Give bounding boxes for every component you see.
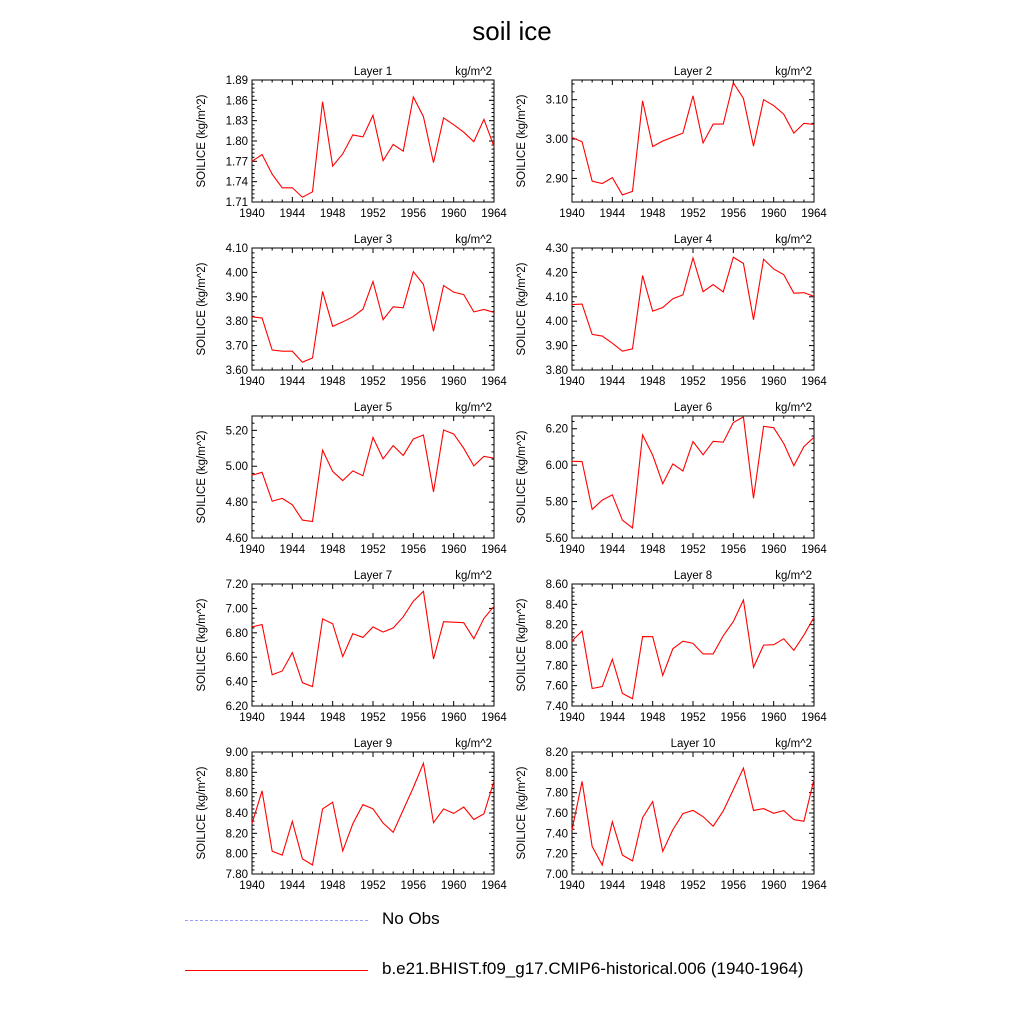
layer-9-plot-frame <box>252 752 494 874</box>
layer-8-xtick-label: 1948 <box>639 712 666 724</box>
layer-7-ytick-label: 6.20 <box>225 701 248 713</box>
layer-7-units-label: kg/m^2 <box>455 570 492 582</box>
layer-5-xtick-label: 1948 <box>319 544 346 556</box>
layer-7-ylabel: SOILICE (kg/m^2) <box>196 598 208 692</box>
layer-5-ylabel: SOILICE (kg/m^2) <box>196 430 208 524</box>
layer-10-xtick-label: 1944 <box>599 880 626 892</box>
legend-line-no-obs <box>185 920 368 921</box>
layer-1-plot-frame <box>252 80 494 202</box>
layer-3-xtick-label: 1956 <box>400 376 427 388</box>
layer-8-ytick-label: 8.20 <box>545 619 568 632</box>
legend-label-no-obs: No Obs <box>382 909 440 928</box>
layer-10-xtick-label: 1952 <box>680 880 706 892</box>
layer-5-series-line <box>252 430 494 522</box>
layer-7-ytick-label: 6.40 <box>225 676 248 689</box>
layer-9-xtick-label: 1948 <box>319 880 346 892</box>
layer-8-xtick-label: 1952 <box>680 712 706 724</box>
layer-4-title: Layer 4 <box>673 234 713 246</box>
layer-1-ytick-label: 1.89 <box>225 75 248 87</box>
layer-1-ytick-label: 1.71 <box>225 197 248 209</box>
layer-1-ytick-label: 1.83 <box>225 115 248 128</box>
layer-10-ytick-label: 8.00 <box>545 767 568 780</box>
layer-1-xtick-label: 1940 <box>239 208 265 220</box>
layer-5-plot-frame <box>252 416 494 538</box>
layer-10-ytick-label: 8.20 <box>545 747 568 759</box>
layer-9-ytick-label: 8.80 <box>225 767 248 780</box>
layer-3-units-label: kg/m^2 <box>455 234 492 246</box>
layer-4-xtick-label: 1944 <box>599 376 626 388</box>
legend-line-model <box>185 970 368 971</box>
layer-10-title: Layer 10 <box>670 738 716 750</box>
layer-9-xtick-label: 1952 <box>360 880 386 892</box>
layer-6-xtick-label: 1940 <box>559 544 585 556</box>
layer-10-plot-frame <box>572 752 814 874</box>
layer-5-xtick-label: 1960 <box>440 544 467 556</box>
layer-9-ytick-label: 8.40 <box>225 808 248 820</box>
layer-8-xtick-label: 1956 <box>720 712 747 724</box>
layer-10-xtick-label: 1956 <box>720 880 747 892</box>
layer-7-ytick-label: 7.20 <box>225 579 248 591</box>
layer-4-xtick-label: 1952 <box>680 376 706 388</box>
layer-3-ylabel: SOILICE (kg/m^2) <box>196 262 208 356</box>
layer-7-xtick-label: 1964 <box>481 712 507 724</box>
layer-8-plot-frame <box>572 584 814 706</box>
layer-10-ytick-label: 7.60 <box>545 808 568 820</box>
layer-3-ytick-label: 3.70 <box>225 340 248 353</box>
layer-2-series-line <box>572 83 814 195</box>
layer-3-xtick-label: 1948 <box>319 376 346 388</box>
layer-7-xtick-label: 1940 <box>239 712 265 724</box>
layer-7-ytick-label: 6.60 <box>225 652 248 665</box>
layer-10-xtick-label: 1964 <box>801 880 827 892</box>
layer-1-series-line <box>252 97 494 197</box>
layer-8-xtick-label: 1960 <box>760 712 787 724</box>
layer-7-xtick-label: 1952 <box>360 712 386 724</box>
layer-4-plot-frame <box>572 248 814 370</box>
layer-9-series-line <box>252 763 494 865</box>
layer-5-xtick-label: 1940 <box>239 544 265 556</box>
layer-4-ylabel: SOILICE (kg/m^2) <box>516 262 528 356</box>
layer-3-xtick-label: 1952 <box>360 376 386 388</box>
layer-10-ytick-label: 7.00 <box>545 869 568 881</box>
layer-1-xtick-label: 1952 <box>360 208 386 220</box>
layer-2-xtick-label: 1940 <box>559 208 585 220</box>
chart-title: soil ice <box>472 16 552 46</box>
layer-8-ylabel: SOILICE (kg/m^2) <box>516 598 528 692</box>
layer-8-series-line <box>572 600 814 699</box>
layer-2-xtick-label: 1956 <box>720 208 747 220</box>
layer-8-xtick-label: 1940 <box>559 712 585 724</box>
layer-4-ytick-label: 3.80 <box>545 365 568 377</box>
layer-5-xtick-label: 1952 <box>360 544 386 556</box>
layer-2-ytick-label: 3.10 <box>545 94 568 107</box>
layer-3-ytick-label: 3.90 <box>225 291 248 304</box>
layer-6-units-label: kg/m^2 <box>775 402 812 414</box>
layer-10-units-label: kg/m^2 <box>775 738 812 750</box>
layer-6-xtick-label: 1960 <box>760 544 787 556</box>
layer-5-title: Layer 5 <box>353 402 393 414</box>
layer-4-xtick-label: 1948 <box>639 376 666 388</box>
layer-1-ylabel: SOILICE (kg/m^2) <box>196 94 208 188</box>
layer-6-series-line <box>572 417 814 528</box>
layer-6-xtick-label: 1956 <box>720 544 747 556</box>
layer-8-ytick-label: 8.00 <box>545 640 568 652</box>
layer-4-ytick-label: 3.90 <box>545 340 568 353</box>
layer-1-ytick-label: 1.80 <box>225 136 248 148</box>
layer-5-ytick-label: 4.60 <box>225 533 248 545</box>
layer-4-ytick-label: 4.30 <box>545 243 568 255</box>
layer-9-ytick-label: 8.20 <box>225 828 248 841</box>
layer-7-xtick-label: 1960 <box>440 712 467 724</box>
layer-8-ytick-label: 8.60 <box>545 579 568 591</box>
layer-4-ytick-label: 4.20 <box>545 267 568 280</box>
layer-1-xtick-label: 1964 <box>481 208 507 220</box>
layer-9-xtick-label: 1944 <box>279 880 306 892</box>
layer-7-xtick-label: 1956 <box>400 712 427 724</box>
layer-9-ytick-label: 7.80 <box>225 869 248 881</box>
layer-6-title: Layer 6 <box>673 402 713 414</box>
layer-9-xtick-label: 1964 <box>481 880 507 892</box>
layer-2-ytick-label: 3.00 <box>545 134 568 147</box>
layer-3-ytick-label: 4.10 <box>225 243 248 255</box>
layer-8-ytick-label: 7.60 <box>545 680 568 693</box>
layer-3-xtick-label: 1960 <box>440 376 467 388</box>
layer-3-series-line <box>252 272 494 363</box>
layer-2-ytick-label: 2.90 <box>545 173 568 186</box>
layer-9-xtick-label: 1940 <box>239 880 265 892</box>
layer-9-ylabel: SOILICE (kg/m^2) <box>196 766 208 860</box>
layer-6-ylabel: SOILICE (kg/m^2) <box>516 430 528 524</box>
layer-10-ytick-label: 7.40 <box>545 828 568 841</box>
layer-6-xtick-label: 1948 <box>639 544 666 556</box>
layer-4-units-label: kg/m^2 <box>775 234 812 246</box>
layer-10-ytick-label: 7.80 <box>545 787 568 800</box>
layer-9-ytick-label: 8.60 <box>225 787 248 800</box>
layer-5-xtick-label: 1944 <box>279 544 306 556</box>
layer-10-series-line <box>572 768 814 865</box>
layer-6-ytick-label: 5.80 <box>545 496 568 509</box>
layer-3-xtick-label: 1944 <box>279 376 306 388</box>
layer-4-xtick-label: 1960 <box>760 376 787 388</box>
layer-3-ytick-label: 4.00 <box>225 267 248 280</box>
layer-1-title: Layer 1 <box>353 66 393 78</box>
layer-8-xtick-label: 1964 <box>801 712 827 724</box>
layer-2-xtick-label: 1952 <box>680 208 706 220</box>
layer-3-xtick-label: 1964 <box>481 376 507 388</box>
layer-4-xtick-label: 1956 <box>720 376 747 388</box>
layer-1-ytick-label: 1.77 <box>225 156 248 169</box>
layer-2-xtick-label: 1964 <box>801 208 827 220</box>
layer-8-title: Layer 8 <box>673 570 713 582</box>
layer-10-xtick-label: 1960 <box>760 880 787 892</box>
layer-7-ytick-label: 6.80 <box>225 627 248 640</box>
layer-6-xtick-label: 1964 <box>801 544 827 556</box>
layer-5-units-label: kg/m^2 <box>455 402 492 414</box>
layer-9-xtick-label: 1960 <box>440 880 467 892</box>
layer-7-plot-frame <box>252 584 494 706</box>
layer-2-xtick-label: 1960 <box>760 208 787 220</box>
layer-7-series-line <box>252 591 494 686</box>
layer-3-ytick-label: 3.60 <box>225 365 248 377</box>
layer-2-xtick-label: 1948 <box>639 208 666 220</box>
layer-5-xtick-label: 1964 <box>481 544 507 556</box>
layer-6-xtick-label: 1944 <box>599 544 626 556</box>
layer-6-ytick-label: 5.60 <box>545 533 568 545</box>
layer-5-ytick-label: 5.20 <box>225 425 248 438</box>
layer-6-ytick-label: 6.20 <box>545 423 568 436</box>
layer-1-ytick-label: 1.86 <box>225 95 248 108</box>
legend-label-model: b.e21.BHIST.f09_g17.CMIP6-historical.006 (1940-1964) <box>382 959 804 978</box>
layer-4-xtick-label: 1940 <box>559 376 585 388</box>
layer-7-xtick-label: 1944 <box>279 712 306 724</box>
layer-1-xtick-label: 1944 <box>279 208 306 220</box>
layer-1-xtick-label: 1948 <box>319 208 346 220</box>
layer-9-units-label: kg/m^2 <box>455 738 492 750</box>
layer-8-units-label: kg/m^2 <box>775 570 812 582</box>
layer-2-ylabel: SOILICE (kg/m^2) <box>516 94 528 188</box>
layer-2-xtick-label: 1944 <box>599 208 626 220</box>
layer-3-title: Layer 3 <box>353 234 393 246</box>
layer-4-ytick-label: 4.00 <box>545 316 568 329</box>
layer-2-units-label: kg/m^2 <box>775 66 812 78</box>
layer-3-xtick-label: 1940 <box>239 376 265 388</box>
layer-7-title: Layer 7 <box>353 570 393 582</box>
layer-8-ytick-label: 8.40 <box>545 599 568 612</box>
layer-8-ytick-label: 7.80 <box>545 660 568 673</box>
layer-8-xtick-label: 1944 <box>599 712 626 724</box>
layer-9-ytick-label: 8.00 <box>225 848 248 861</box>
layer-1-xtick-label: 1960 <box>440 208 467 220</box>
layer-2-title: Layer 2 <box>673 66 713 78</box>
layer-4-ytick-label: 4.10 <box>545 291 568 304</box>
layer-9-ytick-label: 9.00 <box>225 747 248 759</box>
layer-5-xtick-label: 1956 <box>400 544 427 556</box>
layer-1-ytick-label: 1.74 <box>225 176 248 189</box>
layer-6-ytick-label: 6.00 <box>545 460 568 473</box>
layer-5-ytick-label: 4.80 <box>225 497 248 510</box>
layer-10-xtick-label: 1948 <box>639 880 666 892</box>
layer-7-xtick-label: 1948 <box>319 712 346 724</box>
layer-4-series-line <box>572 257 814 351</box>
layer-4-xtick-label: 1964 <box>801 376 827 388</box>
layer-10-xtick-label: 1940 <box>559 880 585 892</box>
layer-7-ytick-label: 7.00 <box>225 603 248 616</box>
layer-3-ytick-label: 3.80 <box>225 316 248 329</box>
layer-10-ytick-label: 7.20 <box>545 848 568 861</box>
layer-6-xtick-label: 1952 <box>680 544 706 556</box>
layer-1-units-label: kg/m^2 <box>455 66 492 78</box>
layer-9-title: Layer 9 <box>353 738 393 750</box>
layer-1-xtick-label: 1956 <box>400 208 427 220</box>
layer-10-ylabel: SOILICE (kg/m^2) <box>516 766 528 860</box>
layer-5-ytick-label: 5.00 <box>225 461 248 474</box>
layer-8-ytick-label: 7.40 <box>545 701 568 713</box>
layer-9-xtick-label: 1956 <box>400 880 427 892</box>
